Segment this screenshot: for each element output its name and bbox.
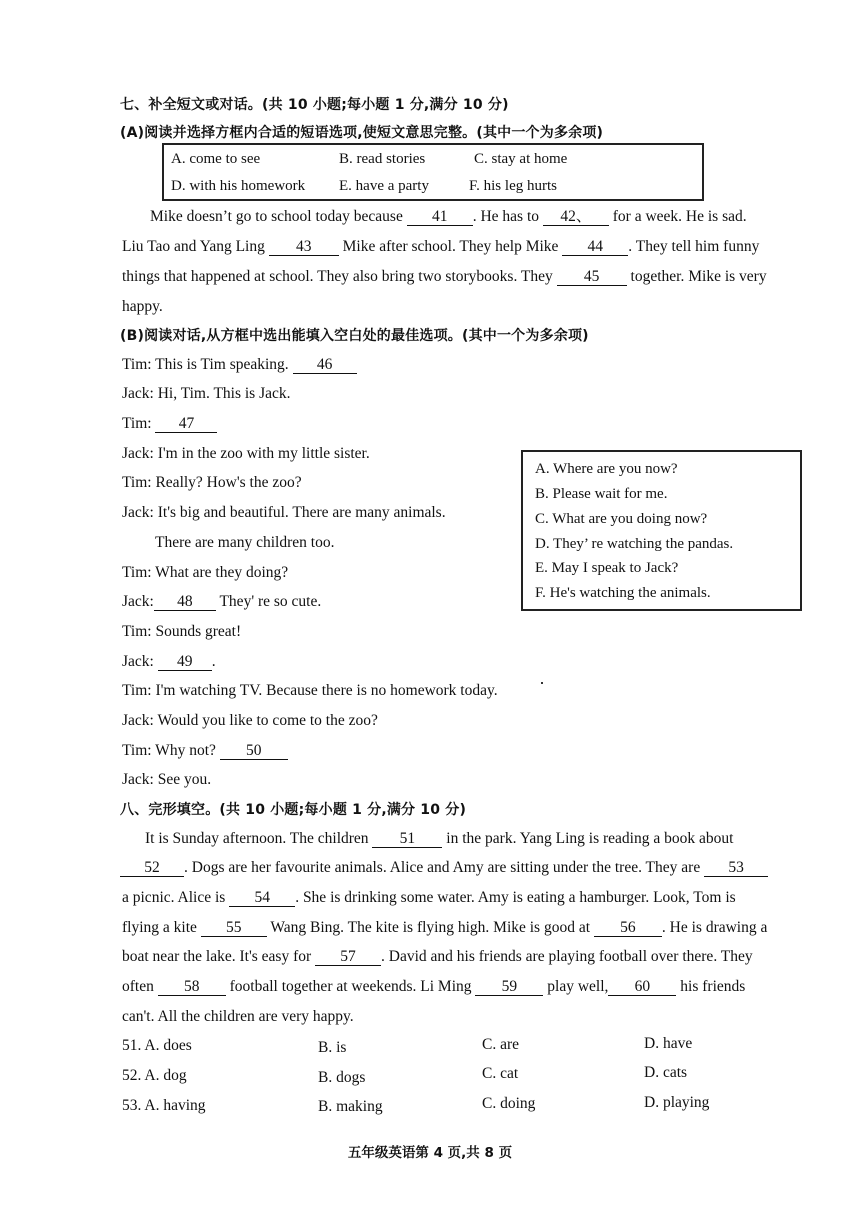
blank-46[interactable]: 46 xyxy=(293,357,357,374)
blank-54[interactable]: 54 xyxy=(229,890,295,907)
blank-56[interactable]: 56 xyxy=(594,920,662,937)
dialogue-line-7: There are many children too. xyxy=(155,534,335,551)
dialog-option-a: A. Where are you now? xyxy=(535,461,678,477)
q53-option-c[interactable]: C. doing xyxy=(482,1095,536,1112)
part-b-instruction: (B)阅读对话,从方框中选出能填入空白处的最佳选项。(其中一个为多余项) xyxy=(120,328,589,344)
section-8-heading: 八、完形填空。(共 10 小题;每小题 1 分,满分 10 分) xyxy=(120,802,467,818)
option-b: B. read stories xyxy=(339,151,426,167)
text: It is Sunday afternoon. The children xyxy=(145,830,369,847)
dialog-option-b: B. Please wait for me. xyxy=(535,486,668,502)
dialogue-line-8: Tim: What are they doing? xyxy=(122,564,289,581)
blank-41[interactable]: 41 xyxy=(407,209,473,226)
text: things that happened at school. They also bring two storybooks. They xyxy=(122,268,553,285)
option-e: E. have a party xyxy=(339,178,429,194)
blank-42[interactable]: 42、 xyxy=(543,209,609,226)
dialog-option-d: D. They’ re watching the pandas. xyxy=(535,536,734,552)
text: his friends xyxy=(680,978,746,995)
dialogue-line-11 xyxy=(122,652,216,672)
blank-51[interactable]: 51 xyxy=(372,831,442,848)
dialogue-line-6: Jack: It's big and beautiful. There are many animals. xyxy=(122,504,446,521)
text: . He has to xyxy=(472,208,540,225)
dialogue-line-3 xyxy=(122,414,217,434)
text: Jack: xyxy=(122,593,154,610)
option-f: F. his leg hurts xyxy=(469,178,557,194)
text: Tim: Why not? xyxy=(122,742,216,759)
blank-52[interactable]: 52 xyxy=(120,860,184,877)
q52-option-a[interactable]: 52. A. dog xyxy=(122,1067,187,1084)
dialogue-line-14 xyxy=(122,741,288,761)
text: . They tell him funny xyxy=(628,238,760,255)
blank-48[interactable]: 48 xyxy=(154,594,216,611)
q52-option-d[interactable]: D. cats xyxy=(644,1064,688,1081)
text: Wang Bing. The kite is flying high. Mike is good at xyxy=(270,919,591,936)
passage-a-line-4: happy. xyxy=(122,298,163,315)
part-b-option-box xyxy=(521,450,802,611)
part-a-instruction: (A)阅读并选择方框内合适的短语选项,使短文意思完整。(其中一个为多余项) xyxy=(120,125,604,141)
text: Jack: xyxy=(122,653,154,670)
q52-option-b[interactable]: B. dogs xyxy=(318,1069,366,1086)
text: play well, xyxy=(547,978,609,995)
blank-58[interactable]: 58 xyxy=(158,979,226,996)
page-footer: 五年级英语第 4 页,共 8 页 xyxy=(347,1145,513,1161)
dialogue-line-12: Tim: I'm watching TV. Because there is no homework today. xyxy=(122,682,498,699)
text: . She is drinking some water. Amy is eating a hamburger. Look, Tom is xyxy=(295,889,736,906)
text: . xyxy=(211,653,216,670)
text: . He is drawing a xyxy=(661,919,768,936)
text: in the park. Yang Ling is reading a book about xyxy=(446,830,734,847)
dialog-option-e: E. May I speak to Jack? xyxy=(535,560,679,576)
blank-44[interactable]: 44 xyxy=(562,239,628,256)
text: They' re so cute. xyxy=(219,593,322,610)
blank-55[interactable]: 55 xyxy=(201,920,267,937)
dialogue-line-4: Jack: I'm in the zoo with my little sister. xyxy=(122,445,370,462)
cloze-line-7: can't. All the children are very happy. xyxy=(122,1008,354,1025)
passage-a-line-3 xyxy=(122,267,767,287)
text: Tim: xyxy=(122,415,152,432)
dialog-option-f: F. He's watching the animals. xyxy=(535,585,711,601)
q52-option-c[interactable]: C. cat xyxy=(482,1065,519,1082)
dialogue-line-15: Jack: See you. xyxy=(122,771,212,788)
section-7-heading: 七、补全短文或对话。(共 10 小题;每小题 1 分,满分 10 分) xyxy=(120,97,509,113)
cloze-line-2 xyxy=(120,858,768,878)
text: a picnic. Alice is xyxy=(122,889,226,906)
q53-option-d[interactable]: D. playing xyxy=(644,1094,710,1111)
blank-45[interactable]: 45 xyxy=(557,269,627,286)
text: . David and his friends are playing football over there. They xyxy=(381,948,753,965)
option-c: C. stay at home xyxy=(474,151,568,167)
dialogue-line-2: Jack: Hi, Tim. This is Jack. xyxy=(122,385,291,402)
dialogue-line-10: Tim: Sounds great! xyxy=(122,623,242,640)
part-a-option-box xyxy=(162,143,704,201)
blank-47[interactable]: 47 xyxy=(155,416,217,433)
cloze-line-1 xyxy=(145,829,733,849)
q51-option-c[interactable]: C. are xyxy=(482,1036,520,1053)
q53-option-b[interactable]: B. making xyxy=(318,1098,383,1115)
blank-50[interactable]: 50 xyxy=(220,743,288,760)
dialogue-line-13: Jack: Would you like to come to the zoo? xyxy=(122,712,378,729)
scan-speck xyxy=(541,682,543,684)
q51-option-b[interactable]: B. is xyxy=(318,1039,347,1056)
text: often xyxy=(122,978,154,995)
blank-49[interactable]: 49 xyxy=(158,654,212,671)
cloze-line-4 xyxy=(122,918,767,938)
text: for a week. He is sad. xyxy=(612,208,747,225)
blank-60[interactable]: 60 xyxy=(608,979,676,996)
text: flying a kite xyxy=(122,919,197,936)
text: Tim: This is Tim speaking. xyxy=(122,356,289,373)
text: boat near the lake. It's easy for xyxy=(122,948,312,965)
option-d: D. with his homework xyxy=(171,178,306,194)
blank-43[interactable]: 43 xyxy=(269,239,339,256)
option-a: A. come to see xyxy=(171,151,261,167)
passage-a-line-1 xyxy=(150,207,747,227)
dialogue-line-9 xyxy=(122,592,321,612)
dialogue-line-5: Tim: Really? How's the zoo? xyxy=(122,474,302,491)
blank-59[interactable]: 59 xyxy=(475,979,543,996)
dialog-option-c: C. What are you doing now? xyxy=(535,511,708,527)
cloze-line-6 xyxy=(122,977,745,997)
text: . Dogs are her favourite animals. Alice and Amy are sitting under the tree. They are xyxy=(184,859,701,876)
cloze-line-5 xyxy=(122,947,753,967)
blank-53[interactable]: 53 xyxy=(704,860,768,877)
text: Liu Tao and Yang Ling xyxy=(122,238,265,255)
q51-option-a[interactable]: 51. A. does xyxy=(122,1037,192,1054)
text: Mike doesn’t go to school today because xyxy=(150,208,403,225)
cloze-line-3 xyxy=(122,888,736,908)
passage-a-line-2 xyxy=(122,237,759,257)
blank-57[interactable]: 57 xyxy=(315,949,381,966)
q51-option-d[interactable]: D. have xyxy=(644,1035,693,1052)
text: football together at weekends. Li Ming xyxy=(229,978,472,995)
dialogue-line-1 xyxy=(122,355,357,375)
text: Mike after school. They help Mike xyxy=(342,238,559,255)
q53-option-a[interactable]: 53. A. having xyxy=(122,1097,206,1114)
text: together. Mike is very xyxy=(630,268,767,285)
